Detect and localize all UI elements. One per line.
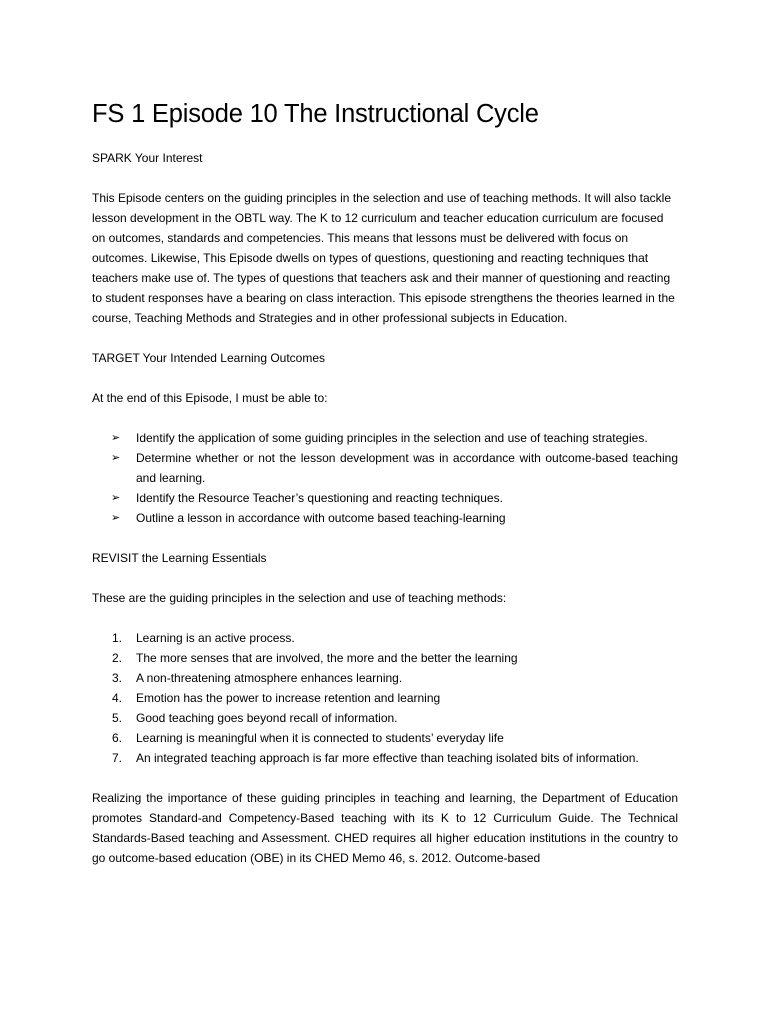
list-item xyxy=(92,708,678,728)
list-item xyxy=(92,508,678,528)
list-item xyxy=(92,748,678,768)
outcome-text: Outline a lesson in accordance with outcome based teaching-learning xyxy=(136,511,506,525)
list-item xyxy=(92,428,678,448)
outcome-text: Determine whether or not the lesson development was in accordance with outcome-based teaching and learning. xyxy=(136,451,678,485)
arrow-bullet-icon: ➢ xyxy=(111,492,121,504)
principles-list xyxy=(92,628,678,768)
list-number: 5. xyxy=(112,711,123,725)
principle-text: Learning is an active process. xyxy=(136,631,295,645)
arrow-bullet-icon: ➢ xyxy=(111,512,121,524)
principle-text: A non-threatening atmosphere enhances learning. xyxy=(136,671,403,685)
principle-text: Learning is meaningful when it is connected to students’ everyday life xyxy=(136,731,504,745)
outcome-text: Identify the Resource Teacher’s questioning and reacting techniques. xyxy=(136,491,503,505)
arrow-bullet-icon: ➢ xyxy=(111,452,121,464)
outcomes-list xyxy=(92,428,678,528)
section-heading-spark: SPARK Your Interest xyxy=(92,151,203,165)
list-item xyxy=(92,688,678,708)
closing-paragraph: Realizing the importance of these guiding principles in teaching and learning, the Department of Education promotes Standard-and Competency-Based teaching with its K to 12 Curriculum Guide. The Technical Standards-Based teaching and Assessment. CHED requires all higher education institutions in the country to go outcome-based education (OBE) in its CHED Memo 46, s. 2012. Outcome-based xyxy=(92,791,678,865)
list-item xyxy=(92,628,678,648)
spark-paragraph: This Episode centers on the guiding principles in the selection and use of teaching methods. It will also tackle lesson development in the OBTL way. The K to 12 curriculum and teacher education curriculum are focused on outcomes, standards and competencies. This means that lessons must be delivered with focus on outcomes. Likewise, This Episode dwells on types of questions, questioning and reacting techniques that teachers make use of. The types of questions that teachers ask and their manner of questioning and reacting to student responses have a bearing on class interaction. This episode strengthens the theories learned in the course, Teaching Methods and Strategies and in other professional subjects in Education. xyxy=(92,191,675,325)
list-number: 2. xyxy=(112,651,123,665)
page-title: FS 1 Episode 10 The Instructional Cycle xyxy=(92,100,539,128)
list-number: 3. xyxy=(112,671,123,685)
list-number: 4. xyxy=(112,691,123,705)
list-number: 7. xyxy=(112,751,123,765)
list-item xyxy=(92,448,678,488)
principle-text: The more senses that are involved, the more and the better the learning xyxy=(136,651,518,665)
section-heading-revisit: REVISIT the Learning Essentials xyxy=(92,551,267,565)
list-item xyxy=(92,728,678,748)
arrow-bullet-icon: ➢ xyxy=(111,432,121,444)
target-intro: At the end of this Episode, I must be able to: xyxy=(92,391,328,405)
document-page xyxy=(92,96,678,888)
list-item xyxy=(92,668,678,688)
principle-text: Emotion has the power to increase retention and learning xyxy=(136,691,441,705)
section-heading-target: TARGET Your Intended Learning Outcomes xyxy=(92,351,326,365)
list-number: 1. xyxy=(112,631,123,645)
outcome-text: Identify the application of some guiding principles in the selection and use of teaching strategies. xyxy=(136,431,648,445)
list-number: 6. xyxy=(112,731,123,745)
principle-text: Good teaching goes beyond recall of information. xyxy=(136,711,398,725)
revisit-intro: These are the guiding principles in the selection and use of teaching methods: xyxy=(92,591,507,605)
principle-text: An integrated teaching approach is far more effective than teaching isolated bits of information. xyxy=(136,751,639,765)
list-item xyxy=(92,648,678,668)
list-item xyxy=(92,488,678,508)
